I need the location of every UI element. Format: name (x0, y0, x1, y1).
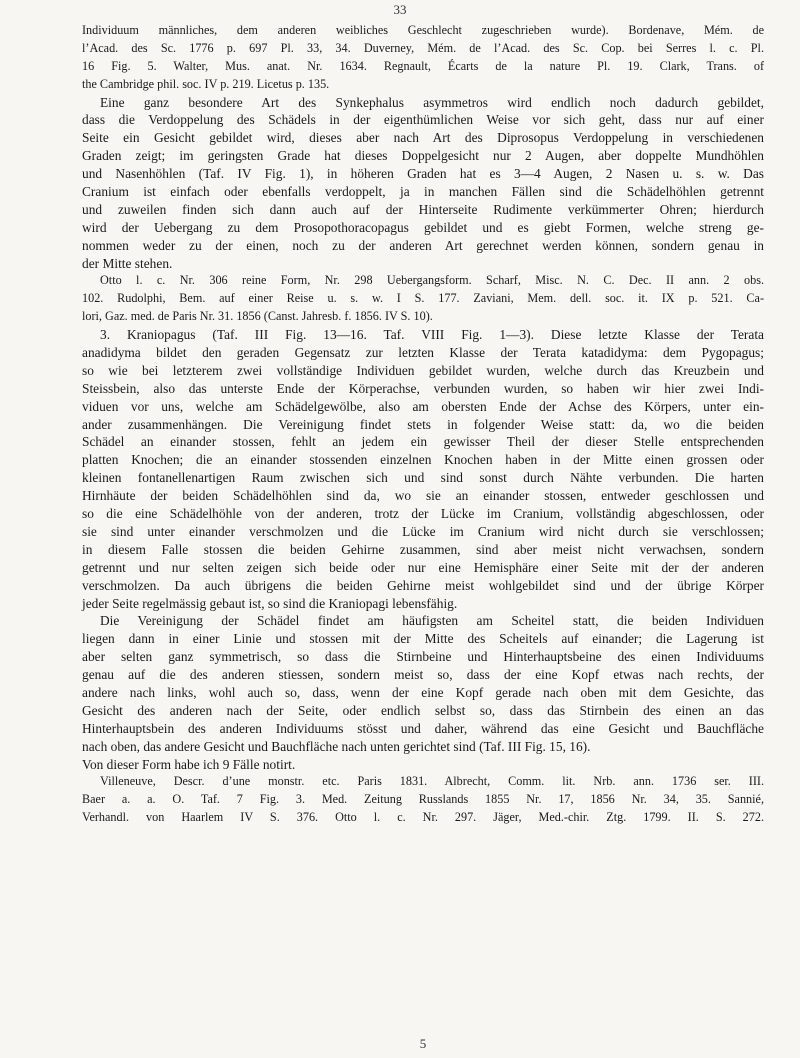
page-number: 33 (393, 2, 407, 17)
text-line: andere nach links, wohl auch so, dass, wenn der eine Kopf gerade nach oben mit dem Gesichte, das (82, 684, 764, 700)
text-line: der Mitte stehen. (82, 255, 173, 271)
text-line: Von dieser Form habe ich 9 Fälle notirt. (82, 756, 296, 772)
text-line: genau auf die des anderen stiessen, sondern meist so, dass der eine Kopf etwas nach rechts, der (82, 667, 764, 683)
text-line: wird der Uebergang zu dem Prosopothoracopagus gebildet und es giebt Formen, welche streng ge- (82, 219, 764, 235)
text-line: Verhandl. von Haarlem IV S. 376. Otto l. c. Nr. 297. Jäger, Med.-chir. Ztg. 1799. II. S. 272. (82, 810, 764, 825)
text-line: Hinterhauptsbein des anderen Individuums stösst und daher, während das eine Gesicht und Bauchfläche (82, 720, 764, 736)
text-line: 3. Kraniopagus (Taf. III Fig. 13—16. Taf. VIII Fig. 1—3). Diese letzte Klasse der Terata (100, 327, 764, 343)
text-line: viduen vor uns, welche am Schädelgewölbe, also am obersten Ende der Achse des Körpers, unter ein- (82, 398, 764, 414)
text-line: dass die Verdoppelung des Schädels in der eigenthümlichen Weise vor sich geht, dass nur auf einer (82, 112, 764, 128)
text-line: Schädel an einander stossen, fehlt an jedem ein gewisser Theil der dieser Stelle entsprechenden (82, 434, 764, 450)
text-line: getrennt und nur selten zeigen sich beide oder nur eine Hemisphäre einer Seite mit der der anderen (82, 559, 764, 575)
text-line: the Cambridge phil. soc. IV p. 219. Licetus p. 135. (82, 76, 330, 91)
text-line: platten Knochen; die an einander stossenden einzelnen Knochen haben in der Mitte einen grossen oder (82, 452, 764, 468)
text-line: 102. Rudolphi, Bem. auf einer Reise u. s. w. I S. 177. Zaviani, Mem. dell. soc. it. IX p. 521. Ca- (82, 291, 764, 306)
signature-mark: 5 (419, 1036, 427, 1051)
text-line: Die Vereinigung der Schädel findet am häufigsten am Scheitel statt, die beiden Individuen (100, 613, 764, 629)
text-line: Cranium ist einfach oder ebenfalls verdoppelt, ja in manchen Fällen sind die Schädelhöhlen getrennt (82, 184, 764, 200)
text-line: Hirnhäute der beiden Schädelhöhlen sind da, wo sie an einander stossen, entweder geschlossen und (82, 488, 764, 504)
text-line: l’Acad. des Sc. 1776 p. 697 Pl. 33, 34. Duverney, Mém. de l’Acad. des Sc. Cop. bei Serres l. c. Pl. (82, 40, 764, 55)
text-line: und Nasenhöhlen (Taf. IV Fig. 1), in höheren Graden hat es 3—4 Augen, 2 Nasen u. s. w. Das (82, 166, 764, 182)
text-line: Steissbein, also das unterste Ende der Körperachse, verbunden wurden, so haben wir hier zwei Indi- (82, 380, 764, 396)
text-line: Individuum männliches, dem anderen weibliches Geschlecht zugeschrieben wurde). Bordenave, Mém. de (82, 23, 764, 37)
text-line: so wie bei letzterem zwei vollständige Individuen gebildet wurden, welche durch das Kreuzbein und (82, 362, 764, 378)
text-line: jeder Seite regelmässig gebaut ist, so sind die Kraniopagi lebensfähig. (82, 595, 458, 611)
text-line: Baer a. a. O. Taf. 7 Fig. 3. Med. Zeitung Russlands 1855 Nr. 17, 1856 Nr. 34, 35. Sannié, (82, 792, 764, 807)
text-line: Seite ein Gesicht gebildet wird, dieses aber nach Art des Diprosopus Verdoppelung in verschiedenen (82, 130, 764, 146)
text-line: liegen dann in einer Linie und stossen mit der Mitte des Scheitels auf einander; die Lagerung ist (82, 631, 764, 647)
text-body (82, 22, 764, 827)
text-line: sie sind unter einander verschmolzen und die Lücke im Cranium wird nicht durch sie verschlossen; (82, 523, 764, 539)
text-line: verschmolzen. Da auch übrigens die beiden Gehirne meist wohlgebildet sind und der übrige Körper (82, 577, 764, 593)
text-line: Villeneuve, Descr. d’une monstr. etc. Paris 1831. Albrecht, Comm. lit. Nrb. ann. 1736 ser. III. (100, 774, 764, 789)
text-line: Gesicht des anderen nach der Seite, oder endlich selbst so, dass das Stirnbein des einen an das (82, 702, 764, 718)
text-line: lori, Gaz. med. de Paris Nr. 31. 1856 (Canst. Jahresb. f. 1856. IV S. 10). (82, 309, 433, 324)
text-line: in diesem Falle stossen die beiden Gehirne zusammen, sind aber meist nicht verwachsen, sondern (82, 541, 764, 557)
text-line: anadidyma bildet den geraden Gegensatz zur letzten Klasse der Terata katadidyma: dem Pygopagus; (82, 345, 764, 361)
text-line: kleinen fontanellenartigen Raum zwischen sich und sind sonst durch Nähte verbunden. Die harten (82, 470, 764, 486)
text-line: Graden zeigt; im geringsten Grade hat dieses Doppelgesicht nur 2 Augen, aber doppelte Mundhöhlen (82, 148, 764, 164)
text-line: nommen weder zu der einen, noch zu der anderen Art gerechnet werden können, sondern genau in (82, 237, 764, 253)
text-line: 16 Fig. 5. Walter, Mus. anat. Nr. 1634. Regnault, Écarts de la nature Pl. 19. Clark, Trans. of (82, 58, 764, 73)
text-line: nach oben, das andere Gesicht und Bauchfläche nach unten gerichtet sind (Taf. III Fig. 15, 16). (82, 738, 591, 754)
text-line: und zuweilen finden sich dann auch auf der Hinterseite Rudimente verkümmerter Ohren; hierdurch (82, 201, 764, 217)
text-line: so die eine Schädelhöhle von der anderen, trotz der Lücke im Cranium, vollständig abgeschlossen, oder (82, 506, 764, 522)
text-line: aber selten ganz symmetrisch, so dass die Stirnbeine und Hinterhauptsbeine des einen Individuums (82, 649, 764, 665)
text-line: Otto l. c. Nr. 306 reine Form, Nr. 298 Uebergangsform. Scharf, Misc. N. C. Dec. II ann. 2 obs. (100, 273, 764, 288)
text-line: Eine ganz besondere Art des Synkephalus asymmetros wird endlich noch dadurch gebildet, (100, 94, 764, 110)
text-line: ander zusammenhängen. Die Vereinigung findet stets in folgender Weise statt: da, wo die beiden (82, 416, 764, 432)
